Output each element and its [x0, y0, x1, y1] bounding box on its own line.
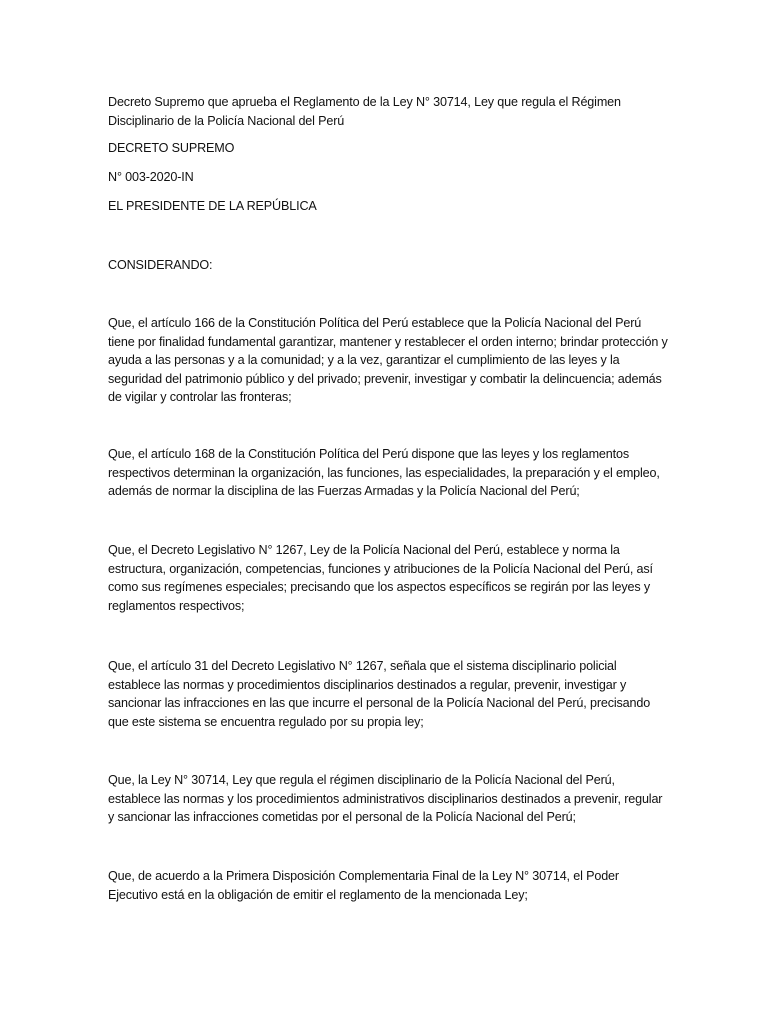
paragraph-1: Que, el artículo 166 de la Constitución Política del Perú establece que la Policía Nacional del Perú tiene por finalidad fundamental garantizar, mantener y restablecer el orden interno; brindar protección y ayuda a las personas y a la comunidad; y a la vez, garantizar el cumplimiento de las leyes y la seguridad del patrimonio público y del privado; prevenir, investigar y combatir la delincuencia; además de vigilar y controlar las fronteras; — [108, 316, 668, 404]
considerando-heading: CONSIDERANDO: — [108, 258, 213, 272]
paragraph-5: Que, la Ley N° 30714, Ley que regula el régimen disciplinario de la Policía Nacional del Perú, establece las normas y los procedimientos administrativos disciplinarios destinados a prevenir, regular y sancionar las infracciones cometidas por el personal de la Policía Nacional del Perú; — [108, 773, 663, 824]
president-heading: EL PRESIDENTE DE LA REPÚBLICA — [108, 199, 317, 213]
paragraph-6: Que, de acuerdo a la Primera Disposición Complementaria Final de la Ley N° 30714, el Poder Ejecutivo está en la obligación de emitir el reglamento de la mencionada Ley; — [108, 869, 619, 902]
document-title: Decreto Supremo que aprueba el Reglamento de la Ley N° 30714, Ley que regula el Régimen Disciplinario de la Policía Nacional del Perú — [108, 95, 621, 128]
decree-number: N° 003-2020-IN — [108, 170, 194, 184]
decree-heading: DECRETO SUPREMO — [108, 141, 235, 155]
paragraph-2: Que, el artículo 168 de la Constitución Política del Perú dispone que las leyes y los reglamentos respectivos determinan la organización, las funciones, las especialidades, la preparación y el empleo, además de normar la disciplina de las Fuerzas Armadas y la Policía Nacional del Perú; — [108, 447, 660, 498]
paragraph-3: Que, el Decreto Legislativo N° 1267, Ley de la Policía Nacional del Perú, establece y norma la estructura, organización, competencias, funciones y atribuciones de la Policía Nacional del Perú, así como sus regímenes especiales; precisando que los aspectos específicos se regirán por las leyes y reglamentos respectivos; — [108, 543, 653, 613]
paragraph-4: Que, el artículo 31 del Decreto Legislativo N° 1267, señala que el sistema disciplinario policial establece las normas y procedimientos disciplinarios destinados a regular, prevenir, investigar y sancionar las infracciones en las que incurre el personal de la Policía Nacional del Perú, precisando que este sistema se encuentra regulado por su propia ley; — [108, 659, 651, 729]
